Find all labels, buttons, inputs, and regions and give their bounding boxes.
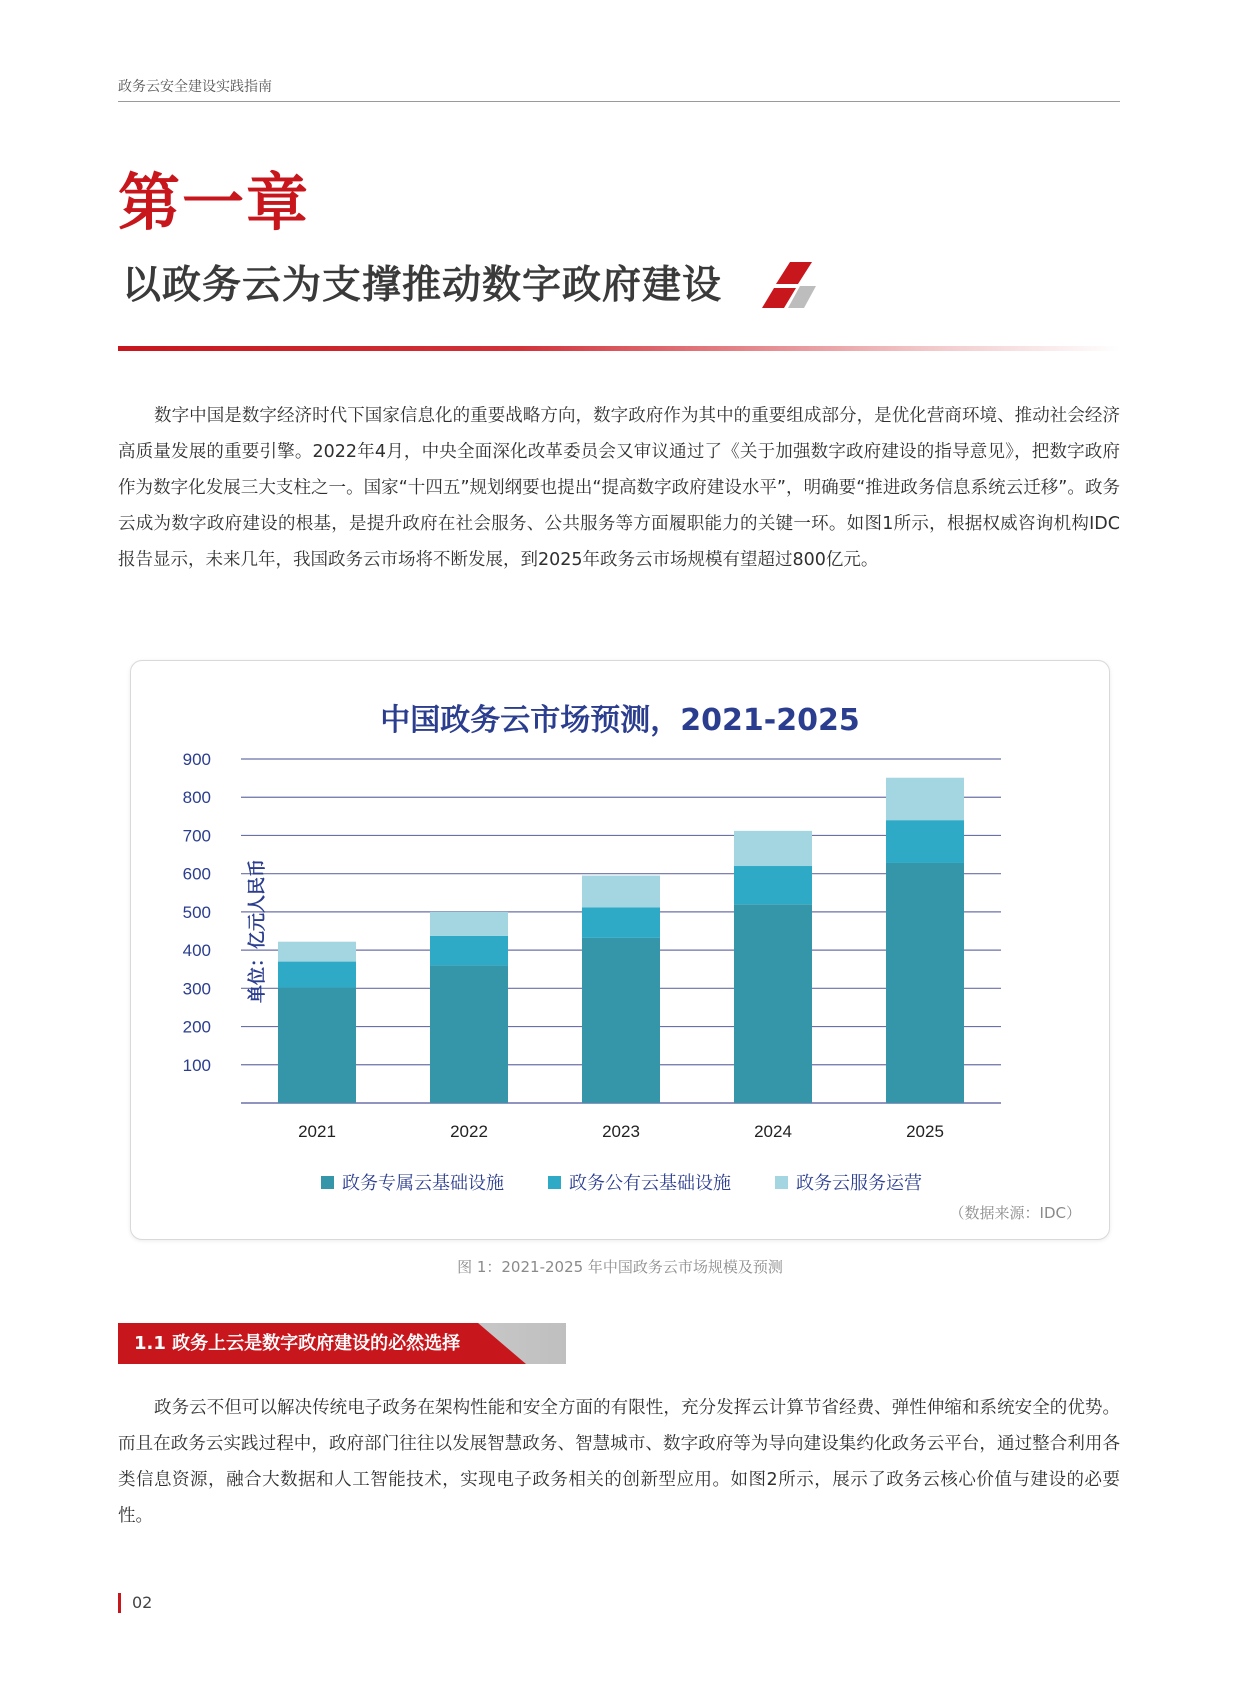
y-axis-label: 单位：亿元人民币: [247, 859, 268, 1003]
data-source: （数据来源：IDC）: [949, 1204, 1081, 1222]
stacked-bar-chart: [131, 661, 1109, 1239]
section-paragraph: 政务云不但可以解决传统电子政务在架构性能和安全方面的有限性，充分发挥云计算节省经费、弹性伸缩和系统安全的优势。而且在政务云实践过程中，政府部门往往以发展智慧政务、智慧城市、数字政府等为导向建设集约化政务云平台，通过整合利用各类信息资源，融合大数据和人工智能技术，实现电子政务相关的创新型应用。如图2所示，展示了政务云核心价值与建设的必要性。: [118, 1398, 1120, 1526]
legend-swatch: [321, 1176, 334, 1189]
bar-segment: [886, 778, 964, 820]
legend-swatch: [775, 1176, 788, 1189]
legend-swatch: [548, 1176, 561, 1189]
bar-segment: [886, 863, 964, 1103]
y-tick-label: 700: [182, 826, 211, 846]
y-tick-label: 800: [182, 788, 211, 808]
bar-segment: [278, 962, 356, 988]
chapter-title: 第一章: [118, 166, 311, 239]
running-header: 政务云安全建设实践指南: [118, 79, 272, 95]
x-tick-label: 2025: [906, 1122, 944, 1141]
figure-caption: 图 1：2021-2025 年中国政务云市场规模及预测: [457, 1258, 783, 1276]
chapter-subtitle: 以政务云为支撑推动数字政府建设: [122, 262, 723, 308]
bar-segment: [582, 938, 660, 1103]
title-rule: [118, 346, 1120, 351]
legend-label: 政务专属云基础设施: [342, 1173, 504, 1194]
y-tick-label: 600: [182, 864, 211, 884]
bar-segment: [430, 965, 508, 1103]
y-tick-label: 900: [182, 750, 211, 769]
x-tick-label: 2022: [450, 1122, 488, 1141]
bar-segment: [734, 831, 812, 866]
x-tick-label: 2023: [602, 1122, 640, 1141]
chart-title: 中国政务云市场预测，2021-2025: [380, 703, 860, 738]
chart-legend: [321, 1169, 922, 1195]
legend-label: 政务云服务运营: [796, 1173, 922, 1194]
bar-segment: [734, 904, 812, 1103]
legend-item: [548, 1169, 731, 1195]
y-tick-label: 200: [182, 1017, 211, 1037]
intro-paragraph: 数字中国是数字经济时代下国家信息化的重要战略方向，数字政府作为其中的重要组成部分，是优化营商环境、推动社会经济高质量发展的重要引擎。2022年4月，中央全面深化改革委员会又审议通过了《关于加强数字政府建设的指导意见》，把数字政府作为数字化发展三大支柱之一。国家“十四五”规划纲要也提出“提高数字政府建设水平”，明确要“推进政务信息系统云迁移”。政务云成为数字政府建设的根基，是提升政府在社会服务、公共服务等方面履职能力的关键一环。如图1所示，根据权威咨询机构IDC报告显示，未来几年，我国政务云市场将不断发展，到2025年政务云市场规模有望超过800亿元。: [118, 406, 1120, 570]
title-decoration-icon: [760, 262, 820, 314]
legend-item: [321, 1169, 504, 1195]
bar-segment: [886, 820, 964, 863]
section-heading-bar: [118, 1323, 566, 1364]
page-number-marker: [118, 1593, 121, 1613]
y-tick-label: 500: [182, 902, 211, 922]
header-rule: [118, 101, 1120, 102]
bar-segment: [278, 942, 356, 962]
x-tick-label: 2021: [298, 1122, 336, 1141]
bar-segment: [734, 866, 812, 904]
section-title: 1.1 政务上云是数字政府建设的必然选择: [134, 1333, 461, 1354]
legend-item: [775, 1169, 922, 1195]
x-tick-label: 2024: [754, 1122, 792, 1141]
legend-label: 政务公有云基础设施: [569, 1173, 731, 1194]
y-tick-label: 100: [182, 1055, 211, 1075]
chart-card: [130, 660, 1110, 1240]
y-tick-label: 400: [182, 941, 211, 961]
page-number: 02: [132, 1593, 153, 1612]
bar-segment: [430, 912, 508, 936]
bar-segment: [582, 907, 660, 938]
bar-segment: [582, 876, 660, 908]
bar-segment: [430, 936, 508, 965]
y-tick-label: 300: [182, 979, 211, 999]
bar-segment: [278, 988, 356, 1103]
